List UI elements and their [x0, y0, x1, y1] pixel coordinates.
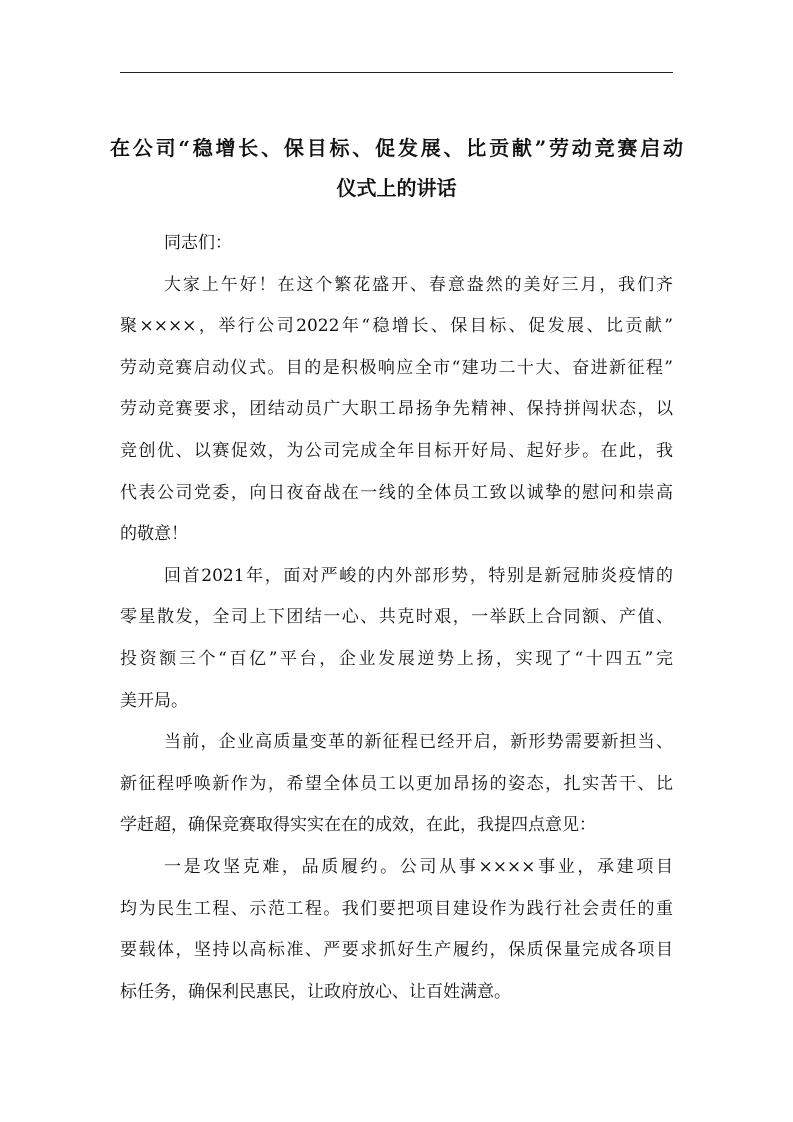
header-rule: [120, 72, 673, 73]
body-text-line: 劳动竞赛启动仪式。目的是积极响应全市“建功二十大、奋进新征程”: [120, 357, 673, 378]
body-text-line: 劳动竞赛要求，团结动员广大职工昂扬争先精神、保持拼闯状态，以: [120, 399, 673, 420]
body-text-line: 竞创优、以赛促效，为公司完成全年目标开好局、起好步。在此，我: [120, 440, 673, 461]
body-text-line: 当前，企业高质量变革的新征程已经开启，新形势需要新担当、: [164, 732, 673, 753]
body-text-line: 一是攻坚克难，品质履约。公司从事××××事业，承建项目: [164, 856, 673, 877]
body-text-line: 代表公司党委，向日夜奋战在一线的全体员工致以诚挚的慰问和崇高: [120, 482, 673, 503]
body-text-line: 的敬意！: [120, 524, 188, 545]
body-text-line: 同志们：: [164, 233, 232, 253]
body-text-line: 投资额三个“百亿”平台，企业发展逆势上扬，实现了“十四五”完: [120, 648, 673, 669]
body-text-line: 回首2021年，面对严峻的内外部形势，特别是新冠肺炎疫情的: [164, 565, 673, 586]
body-text-line: 美开局。: [120, 690, 188, 711]
body-text-line: 学赶超，确保竞赛取得实实在在的成效，在此，我提四点意见：: [120, 815, 596, 836]
body-text-line: 大家上午好！在这个繁花盛开、春意盎然的美好三月，我们齐: [164, 274, 673, 295]
document-body: [120, 223, 673, 1013]
body-text-line: 要载体，坚持以高标准、严要求抓好生产履约，保质保量完成各项目: [120, 940, 673, 961]
body-text-line: 聚××××，举行公司2022年“稳增长、保目标、促发展、比贡献”: [120, 316, 673, 337]
body-text-line: 均为民生工程、示范工程。我们要把项目建设作为践行社会责任的重: [120, 898, 673, 919]
document-title-line-2: 仪式上的讲话: [336, 176, 457, 200]
body-text-line: 新征程呼唤新作为，希望全体员工以更加昂扬的姿态，扎实苦干、比: [120, 773, 673, 794]
document-title-line-1: 在公司“稳增长、保目标、促发展、比贡献”劳动竞赛启动: [110, 136, 683, 160]
body-text-line: 零星散发，全司上下团结一心、共克时艰，一举跃上合同额、产值、: [120, 607, 673, 628]
body-text-line: 标任务，确保利民惠民，让政府放心、让百姓满意。: [120, 981, 511, 1002]
